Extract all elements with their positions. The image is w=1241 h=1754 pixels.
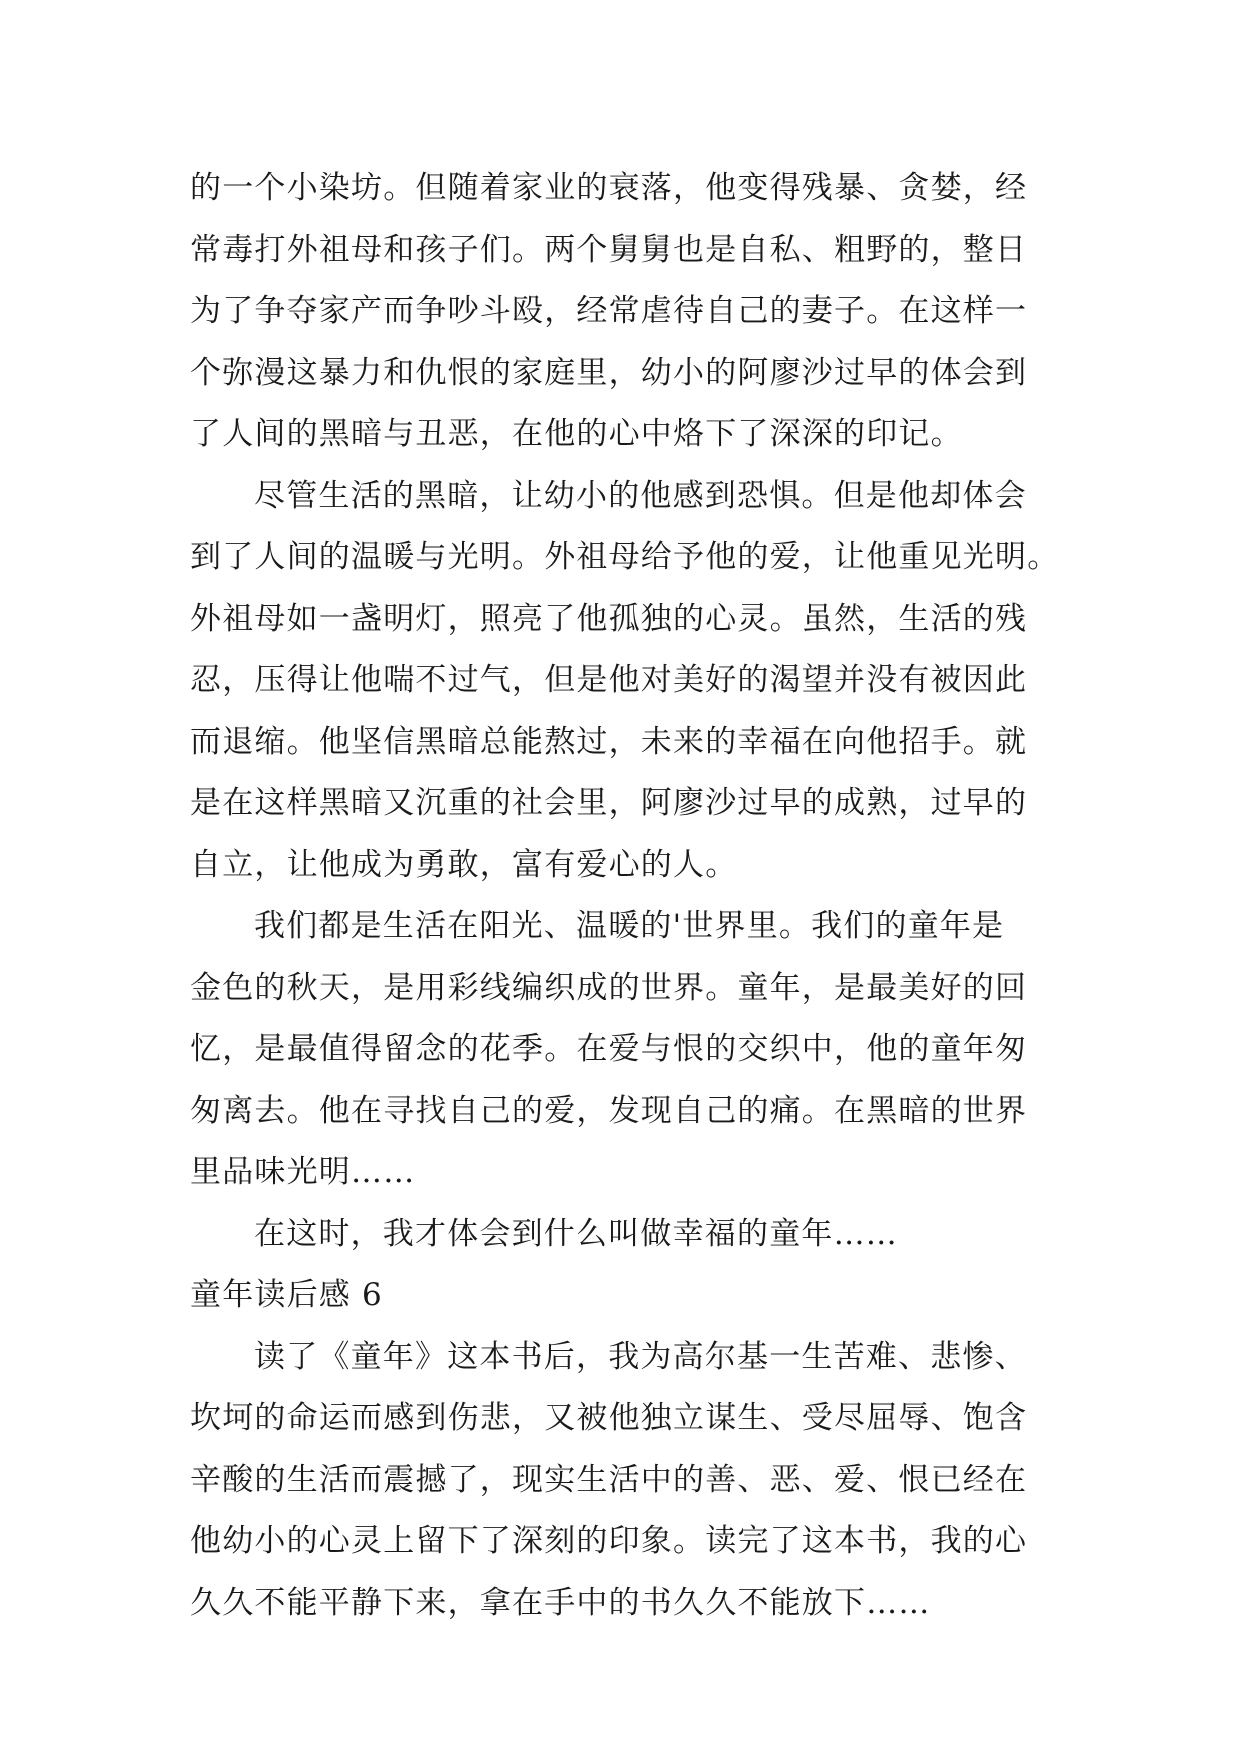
- paragraph-first-line: 尽管生活的黑暗，让幼小的他感到恐惧。但是他却体会: [254, 477, 1027, 514]
- text-line: 个弥漫这暴力和仇恨的家庭里，幼小的阿廖沙过早的体会到: [190, 354, 1028, 391]
- text-line: 金色的秋天，是用彩线编织成的世界。童年，是最美好的回: [190, 969, 1028, 1006]
- text-line: 坎坷的命运而感到伤悲，又被他独立谋生、受尽屈辱、饱含: [190, 1400, 1028, 1436]
- text-line: 自立，让他成为勇敢，富有爱心的人。: [190, 846, 738, 883]
- text-line: 而退缩。他坚信黑暗总能熬过，未来的幸福在向他招手。就: [190, 723, 1028, 760]
- paragraph-first-line: 读了《童年》这本书后，我为高尔基一生苦难、悲惨、: [254, 1338, 1027, 1375]
- paragraph-first-line: 我们都是生活在阳光、温暖的'世界里。我们的童年是: [254, 908, 1005, 944]
- paragraph-first-line: 在这时，我才体会到什么叫做幸福的童年……: [254, 1215, 898, 1252]
- text-line: 常毒打外祖母和孩子们。两个舅舅也是自私、粗野的，整日: [190, 231, 1028, 268]
- section-heading: 童年读后感 6: [190, 1277, 383, 1313]
- text-line: 里品味光明……: [190, 1154, 416, 1190]
- text-line: 的一个小染坊。但随着家业的衰落，他变得残暴、贪婪，经: [190, 170, 1028, 206]
- text-line: 到了人间的温暖与光明。外祖母给予他的爱，让他重见光明。: [190, 539, 1060, 575]
- document-body: [190, 158, 1070, 1634]
- text-line: 忆，是最值得留念的花季。在爱与恨的交织中，他的童年匆: [190, 1031, 1028, 1067]
- text-line: 为了争夺家产而争吵斗殴，经常虐待自己的妻子。在这样一: [190, 293, 1028, 329]
- text-line: 久久不能平静下来，拿在手中的书久久不能放下……: [190, 1584, 931, 1621]
- text-line: 外祖母如一盏明灯，照亮了他孤独的心灵。虽然，生活的残: [190, 600, 1028, 637]
- text-line: 匆离去。他在寻找自己的爱，发现自己的痛。在黑暗的世界: [190, 1092, 1028, 1129]
- text-line: 辛酸的生活而震撼了，现实生活中的善、恶、爱、恨已经在: [190, 1461, 1028, 1498]
- text-line: 忍，压得让他喘不过气，但是他对美好的渴望并没有被因此: [190, 662, 1028, 698]
- text-line: 他幼小的心灵上留下了深刻的印象。读完了这本书，我的心: [190, 1523, 1028, 1559]
- text-line: 了人间的黑暗与丑恶，在他的心中烙下了深深的印记。: [190, 416, 963, 452]
- text-line: 是在这样黑暗又沉重的社会里，阿廖沙过早的成熟，过早的: [190, 785, 1028, 821]
